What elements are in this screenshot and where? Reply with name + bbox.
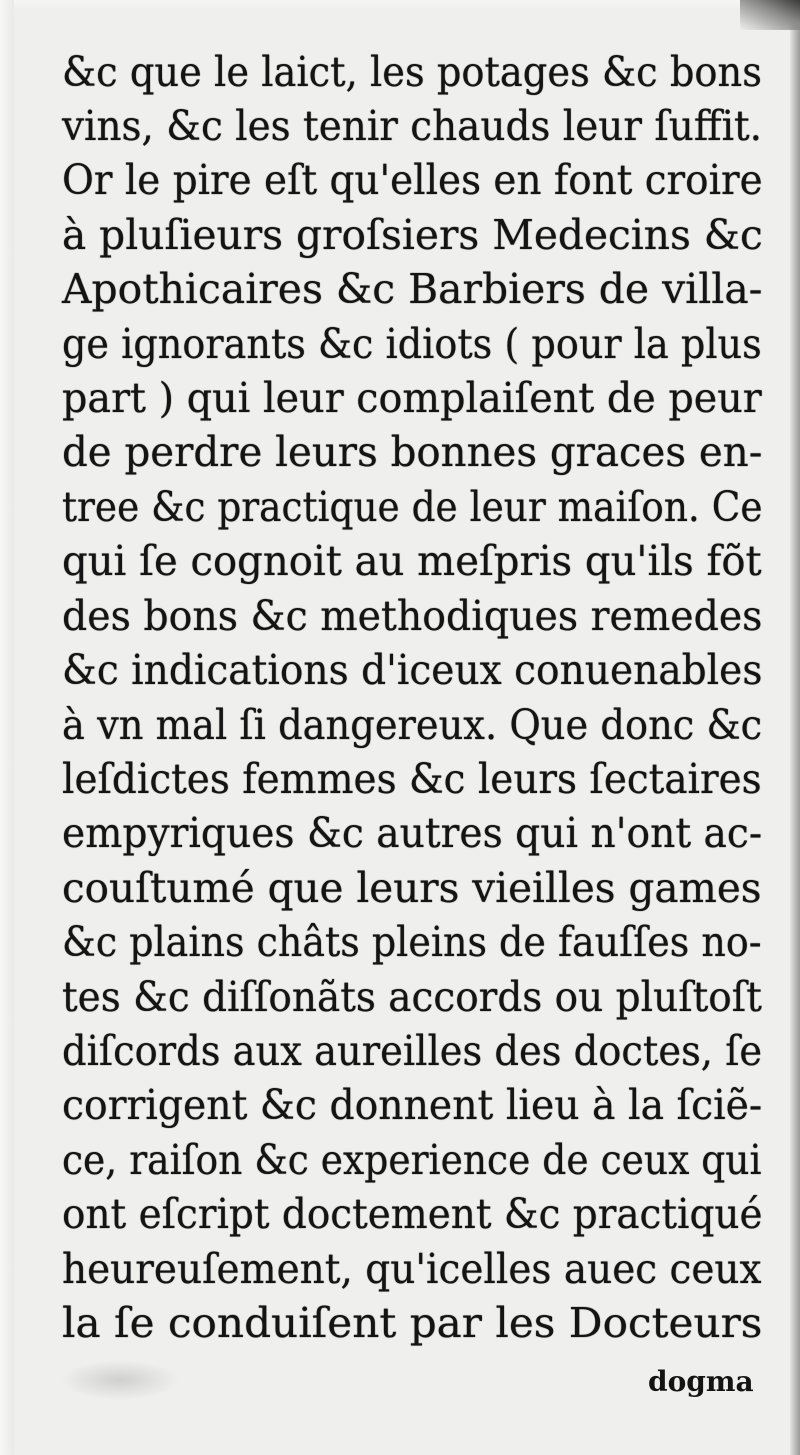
show-through-ink [60, 1360, 180, 1400]
text-line-14: leſdictes femmes &c leurs ſectaires [62, 755, 762, 803]
page-corner-shadow [740, 0, 800, 30]
text-line-12: &c indications d'iceux conuenables [62, 646, 763, 694]
text-line-11: des bons &c methodiques remedes [62, 592, 763, 640]
text-line-4: à pluſieurs groſsiers Medecins &c [62, 211, 763, 259]
text-line-18: tes &c diſſonãts accords ou pluſtoſt [62, 973, 762, 1021]
text-line-1: &c que le laict, les potages &c bons [62, 48, 762, 96]
text-line-9: tree &c practique de leur maiſon. Ce [62, 483, 763, 531]
text-line-15: empyriques &c autres qui n'ont ac- [62, 809, 763, 857]
text-line-2: vins, &c les tenir chauds leur ſuffit. [62, 102, 763, 150]
text-line-5: Apothicaires &c Barbiers de villa- [62, 265, 763, 313]
text-line-24: la ſe conduiſent par les Docteurs [62, 1299, 763, 1347]
page-top-edge [0, 0, 800, 10]
text-line-21: ce, raiſon &c experience de ceux qui [62, 1136, 762, 1184]
page-left-edge [0, 0, 14, 1455]
text-line-20: corrigent &c donnent lieu à la ſciẽ- [62, 1081, 763, 1129]
text-line-16: couſtumé que leurs vieilles games [62, 864, 762, 912]
text-line-10: qui ſe cognoit au meſpris qu'ils fõt [62, 537, 762, 585]
text-line-6: ge ignorants &c idiots ( pour la plus [62, 320, 762, 368]
page-gutter-shadow [790, 0, 800, 1455]
text-line-19: diſcords aux aureilles des doctes, ſe [62, 1027, 763, 1075]
text-line-3: Or le pire eſt qu'elles en font croire [62, 156, 763, 204]
catchword: dogma [648, 1365, 754, 1398]
text-line-7: part ) qui leur complaiſent de peur [62, 374, 762, 422]
text-line-22: ont eſcript doctement &c practiqué [62, 1190, 763, 1238]
text-line-17: &c plains châts pleins de fauſſes no- [62, 918, 762, 966]
text-line-8: de perdre leurs bonnes graces en- [62, 428, 763, 476]
text-line-23: heureuſement, qu'icelles auec ceux [62, 1245, 762, 1293]
text-line-13: à vn mal ſi dangereux. Que donc &c [62, 701, 763, 749]
